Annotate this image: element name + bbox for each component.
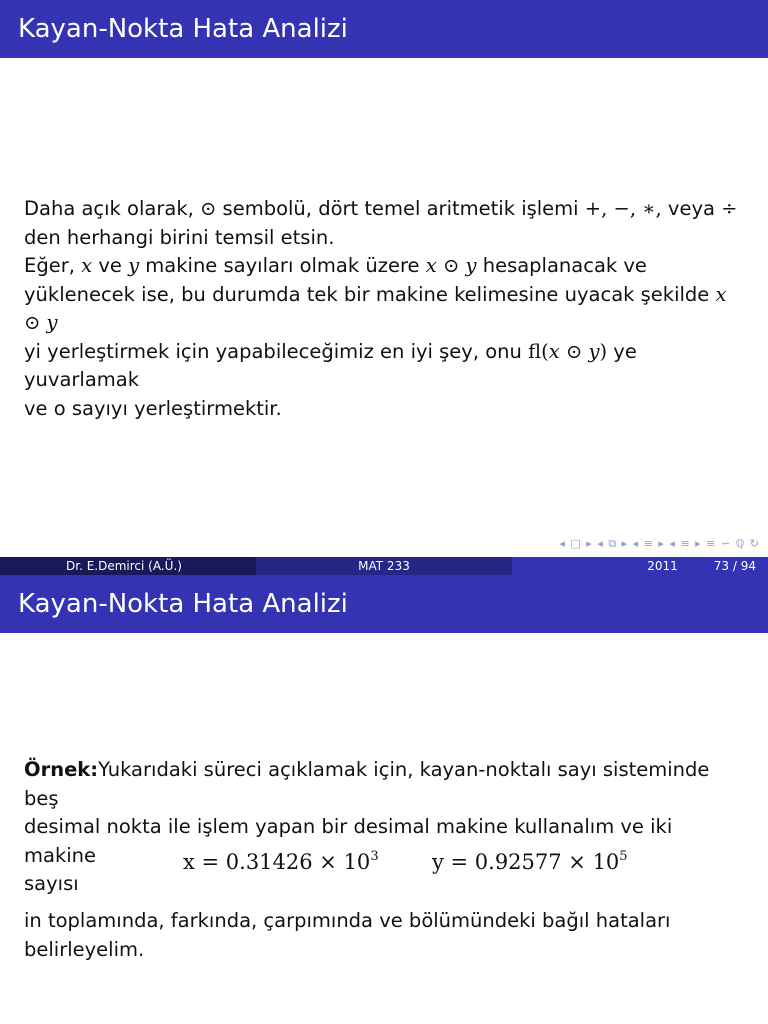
slide-body bbox=[24, 195, 746, 423]
text-span: yi yerleştirmek için yapabileceğimiz en iyi şey, onu bbox=[24, 339, 529, 363]
paragraph-line bbox=[24, 195, 746, 224]
text-span: sembolü, dört temel aritmetik işlemi bbox=[216, 197, 585, 220]
slide-footer bbox=[0, 557, 768, 575]
odot-symbol: ⊙ bbox=[565, 339, 583, 363]
text-span: yüklenecek ise, bu durumda tek bir makine kelimesine uyacak şekilde bbox=[24, 282, 716, 306]
footer-page: 73 / 94 bbox=[713, 559, 756, 573]
slide-body-continued bbox=[24, 907, 746, 964]
close-paren: ) bbox=[599, 339, 608, 363]
paragraph-line: in toplamında, farkında, çarpımında ve bölümündeki bağıl hataları bbox=[24, 909, 671, 932]
footer-year: 2011 bbox=[647, 559, 678, 573]
paragraph-line: ve o sayıyı yerleştirmektir. bbox=[24, 396, 282, 420]
paragraph-line bbox=[24, 756, 746, 813]
text-span: veya bbox=[661, 197, 722, 220]
equation bbox=[183, 849, 628, 874]
example-label: Örnek: bbox=[24, 758, 99, 781]
slide-74 bbox=[0, 575, 768, 1024]
var-y: y bbox=[46, 311, 58, 334]
slide-title: Kayan-Nokta Hata Analizi bbox=[0, 575, 768, 633]
var-x: x bbox=[425, 254, 437, 277]
var-y: y bbox=[465, 254, 477, 277]
beamer-navigation-icons[interactable]: ◂ □ ▸ ◂ ⧉ ▸ ◂ ≡ ▸ ◂ ≡ ▸ ≡ ∽ ℚ ↻ bbox=[559, 537, 760, 550]
footer-course: MAT 233 bbox=[256, 557, 512, 575]
operator-list: +, −, ∗, bbox=[584, 197, 662, 220]
slide-title: Kayan-Nokta Hata Analizi bbox=[0, 0, 768, 58]
text-span: hesaplanacak ve bbox=[476, 254, 647, 277]
text-span: ye yuvarlamak bbox=[24, 339, 637, 391]
eq-x bbox=[183, 850, 379, 874]
paragraph-line: belirleyelim. bbox=[24, 937, 145, 961]
text-span: Eğer, bbox=[24, 254, 82, 277]
text-span: Yukarıdaki süreci açıklamak için, kayan-noktalı sayı sisteminde beş bbox=[24, 758, 710, 810]
odot-symbol: ⊙ bbox=[442, 254, 460, 277]
paragraph-line: sayısı bbox=[24, 872, 79, 895]
paragraph-line bbox=[24, 338, 746, 395]
var-x: x bbox=[715, 282, 727, 306]
paragraph-line: desimal nokta ile işlem yapan bir desimal makine kullanalım ve iki makine bbox=[24, 815, 673, 867]
paragraph-line: den herhangi birini temsil etsin. bbox=[24, 225, 335, 249]
divide-symbol: ÷ bbox=[721, 197, 738, 220]
var-y: y bbox=[588, 339, 600, 363]
text-span: ve bbox=[92, 254, 129, 277]
odot-symbol: ⊙ bbox=[200, 197, 217, 220]
odot-symbol: ⊙ bbox=[24, 311, 41, 334]
paragraph-line bbox=[24, 252, 746, 281]
var-y: y bbox=[128, 254, 140, 277]
eq-x-exponent: 3 bbox=[370, 849, 379, 864]
var-x: x bbox=[81, 254, 93, 277]
slide-body bbox=[24, 756, 746, 899]
text-span: Daha açık olarak, bbox=[24, 197, 201, 220]
footer-meta bbox=[512, 557, 768, 575]
text-span: makine sayıları olmak üzere bbox=[139, 254, 426, 277]
var-x: x bbox=[548, 339, 560, 363]
footer-author: Dr. E.Demirci (A.Ü.) bbox=[0, 557, 256, 575]
eq-x-text: x = 0.31426 × 10 bbox=[183, 850, 371, 874]
eq-y-exponent: 5 bbox=[619, 849, 628, 864]
eq-y bbox=[432, 850, 628, 874]
fl-function: fl( bbox=[528, 339, 549, 363]
eq-y-text: y = 0.92577 × 10 bbox=[431, 850, 620, 874]
paragraph-line bbox=[24, 281, 746, 338]
